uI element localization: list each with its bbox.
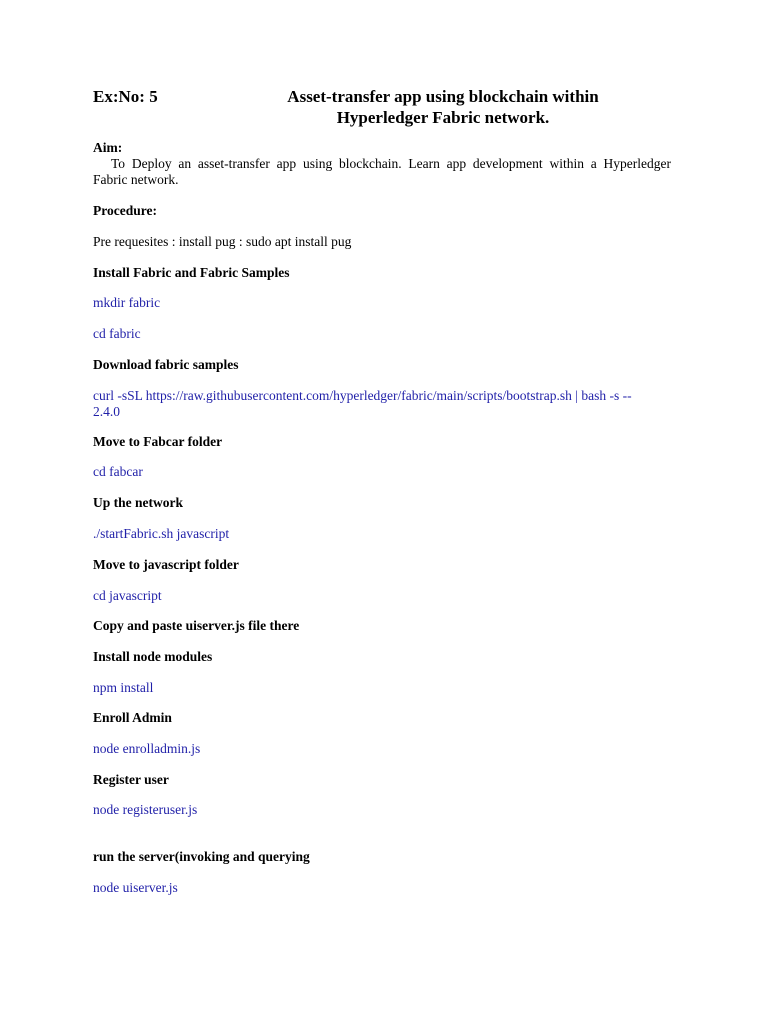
aim-paragraph <box>93 156 671 188</box>
command-curl-bootstrap <box>93 388 671 420</box>
curl-line-2: 2.4.0 <box>93 404 120 419</box>
command-mkdir-fabric: mkdir fabric <box>93 295 161 310</box>
command-cd-fabcar: cd fabcar <box>93 464 143 479</box>
prerequisites-text: Pre requesites : install pug : sudo apt install pug <box>93 234 352 249</box>
command-cd-javascript: cd javascript <box>93 588 162 603</box>
step-heading-up-network: Up the network <box>93 495 183 510</box>
step-heading-copy-uiserver: Copy and paste uiserver.js file there <box>93 618 300 633</box>
command-npm-install: npm install <box>93 680 154 695</box>
command-start-fabric: ./startFabric.sh javascript <box>93 526 230 541</box>
step-heading-move-javascript: Move to javascript folder <box>93 557 239 572</box>
document-title <box>200 86 686 128</box>
step-heading-move-fabcar: Move to Fabcar folder <box>93 434 223 449</box>
exercise-number: Ex:No: 5 <box>93 87 158 106</box>
command-node-uiserver: node uiserver.js <box>93 880 178 895</box>
aim-heading: Aim: <box>93 140 123 155</box>
aim-line-2: Fabric network. <box>93 172 179 187</box>
procedure-heading: Procedure: <box>93 203 157 218</box>
step-heading-enroll-admin: Enroll Admin <box>93 710 172 725</box>
command-cd-fabric: cd fabric <box>93 326 141 341</box>
step-heading-install-node-modules: Install node modules <box>93 649 213 664</box>
step-heading-register-user: Register user <box>93 772 169 787</box>
step-heading-install-fabric: Install Fabric and Fabric Samples <box>93 265 290 280</box>
aim-line-1: To Deploy an asset-transfer app using blockchain. Learn app development within a Hyperledger <box>111 156 671 171</box>
command-register-user: node registeruser.js <box>93 802 198 817</box>
title-line-2: Hyperledger Fabric network. <box>336 108 550 127</box>
title-line-1: Asset-transfer app using blockchain within <box>287 87 599 106</box>
curl-line-1: curl -sSL https://raw.githubusercontent.com/hyperledger/fabric/main/scripts/bootstrap.sh | bash -s -- <box>93 388 632 403</box>
step-heading-download-samples: Download fabric samples <box>93 357 239 372</box>
command-enroll-admin: node enrolladmin.js <box>93 741 201 756</box>
step-heading-run-server: run the server(invoking and querying <box>93 849 310 864</box>
